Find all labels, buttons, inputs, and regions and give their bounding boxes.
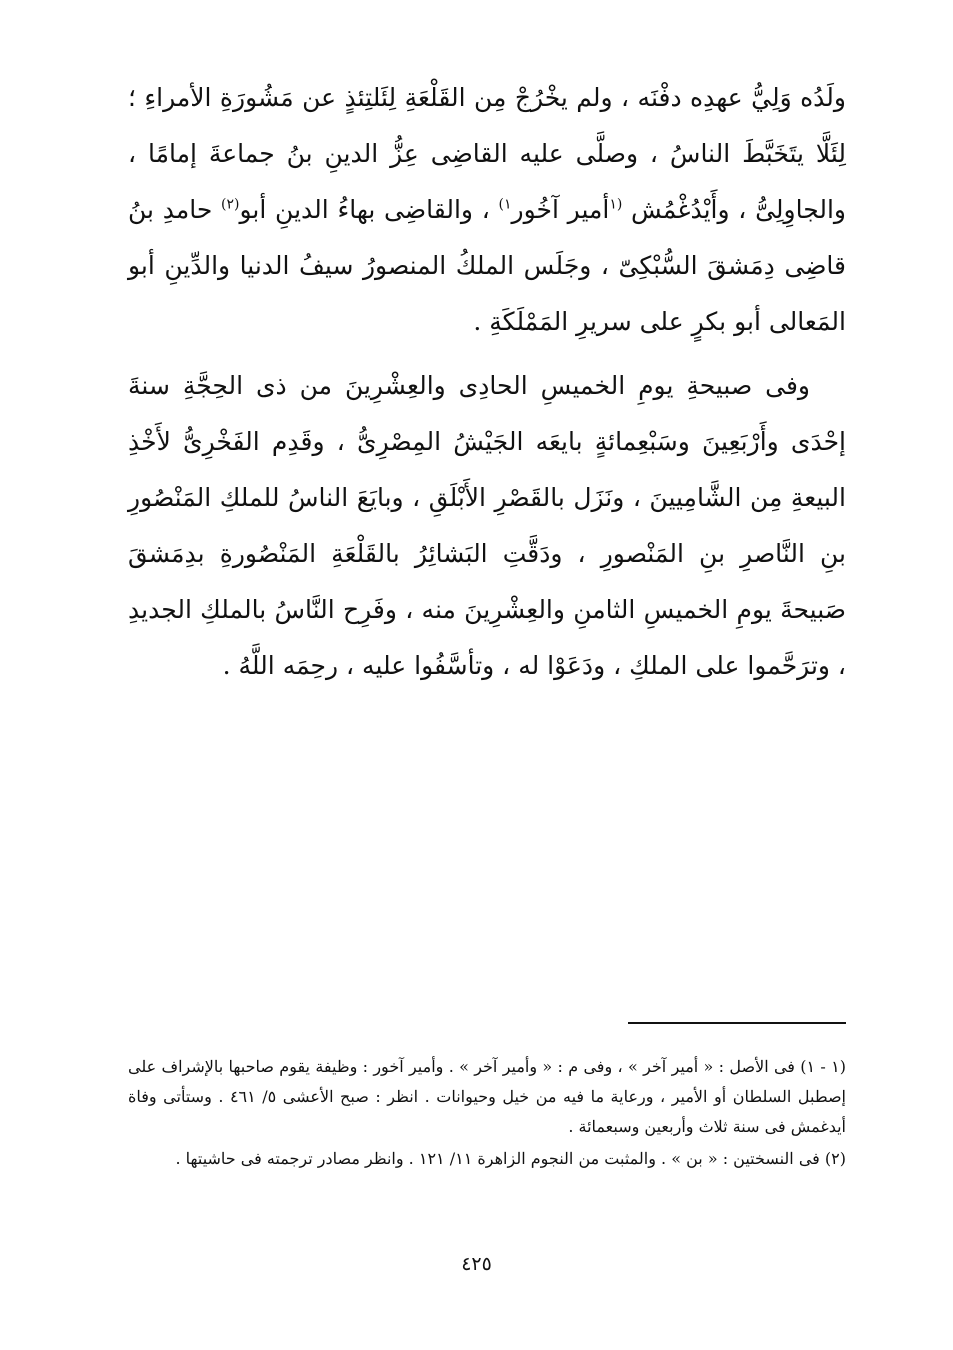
paragraph-1-text: ولَدُه وَلِيُّ عهدِه دفْنَه ، ولم يخْرُجْ مِن القَلْعَةِ لِئَلتِئذٍ عن مَشُورَةِ الأمراءِ ؛ لِئَلَّا يتَخَبَّطَ الناسُ ، وصلَّى عليه القاضِى عِزُّ الدينِ بنُ جماعةَ إمامًا ، والجاوِلِىُّ ، وأَيْدُغْمُش bbox=[128, 83, 846, 224]
paragraph-2: وفى صبيحةِ يومِ الخميسِ الحادِى والعِشْرِينَ من ذى الحِجَّةِ سنةَ إحْدَى وأَرْبَعِينَ وسَبْعِمائةٍ بايعَه الجَيْشُ المِصْرِىُّ ، وقَدِم الفَخْرِىُّ لأَخْذِ البيعةِ مِن الشَّامِيينَ ، ونَزَل بالقَصْرِ الأَبْلَقِ ، وبايَعَ الناسُ للملكِ المَنْصُورِ بنِ النَّاصرِ بنِ المَنْصورِ ، ودَقَّتِ البَشائِرُ بالقَلْعَةِ المَنْصُورةِ بدِمَشقَ صَبيحةَ يومِ الخميسِ الثامنِ والعِشْرِينَ منه ، وفَرِح النَّاسُ بالملكِ الجديدِ ، وترَحَّموا على الملكِ ، ودَعَوْا له ، وتأسَّفُوا عليه ، رحِمَه اللَّهُ . bbox=[128, 371, 846, 680]
footnote-separator bbox=[628, 1022, 846, 1024]
footnote-ref-2: (٢) bbox=[221, 196, 240, 213]
paragraph-1-text-end: حامدِ بنُ قاضِى دِمَشقَ السُّبْكِىّ ، وجَلَس الملكُ المنصورُ سيفُ الدنيا والدِّينِ أبو المَعالى أبو بكرٍ على سريرِ المَمْلَكَةِ . bbox=[128, 195, 846, 336]
paragraph-1-text-cont: ، والقاضِى بهاءُ الدينِ أبو bbox=[239, 195, 499, 224]
page-number: ٤٢٥ bbox=[461, 1253, 492, 1275]
footnote-ref-1-open: (١ bbox=[609, 196, 623, 213]
footnotes bbox=[128, 1052, 846, 1174]
footnote-ref-1-close: ١) bbox=[498, 196, 512, 213]
footnote-2: (٢) فى النسختين : « بن » . والمثبت من النجوم الزاهرة ١١/ ١٢١ . وانظر مصادر ترجمته فى حاشيتها . bbox=[175, 1149, 846, 1168]
main-text bbox=[128, 70, 846, 694]
footnoted-phrase: أمير آخُور bbox=[511, 195, 610, 224]
footnote-1: (١ - ١) فى الأصل : « أمير آخر » ، وفى م : « وأمير آخر » . وأمير آخور : وظيفة يقوم صاحبها بالإشراف على إصطبل السلطان أو الأمير ، ورعاية ما فيه من خيل وحيوانات . انظر : صبح الأعشى ٥/ ٤٦١ . وستأتى وفاة أيدغمش فى سنة ثلاث وأربعين وسبعمائة . bbox=[128, 1057, 847, 1136]
paragraph-1 bbox=[128, 70, 846, 350]
